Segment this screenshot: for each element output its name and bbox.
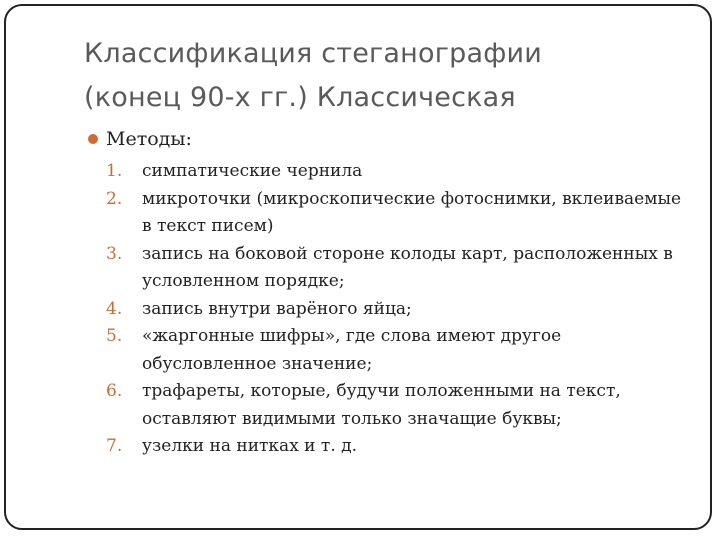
slide-title	[84, 32, 644, 120]
item-text: запись внутри варёного яйца;	[142, 298, 412, 319]
item-number: 2.	[106, 188, 123, 209]
list-item	[86, 241, 696, 296]
item-text: трафареты, которые, будучи положенными на текст, оставляют видимыми только значащие буквы;	[142, 381, 621, 429]
item-text: симпатические чернила	[142, 161, 363, 181]
methods-bullet	[86, 124, 696, 154]
list-item	[86, 158, 696, 186]
item-text: «жаргонные шифры», где слова имеют другое обусловленное значение;	[142, 326, 562, 374]
item-text: микроточки (микроскопические фотоснимки, вклеиваемые в текст писем)	[142, 188, 682, 236]
item-number: 7.	[106, 436, 123, 456]
list-item	[86, 433, 696, 461]
list-item	[86, 296, 696, 324]
slide-frame	[4, 4, 712, 530]
slide-content	[86, 124, 696, 461]
methods-label: Методы:	[106, 128, 192, 150]
title-line-2: (конец 90-х гг.) Классическая	[84, 82, 516, 113]
title-line-1: Классификация стеганографии	[84, 38, 542, 69]
item-number: 3.	[106, 243, 123, 264]
item-number: 5.	[106, 326, 123, 346]
methods-list	[86, 158, 696, 461]
bullet-dot-icon	[88, 134, 98, 144]
item-number: 1.	[106, 161, 123, 181]
item-text: запись на боковой стороне колоды карт, расположенных в условленном порядке;	[142, 243, 673, 291]
item-text: узелки на нитках и т. д.	[142, 436, 357, 456]
item-number: 4.	[106, 298, 123, 319]
list-item	[86, 323, 696, 378]
list-item	[86, 378, 696, 433]
list-item	[86, 186, 696, 241]
item-number: 6.	[106, 381, 123, 401]
